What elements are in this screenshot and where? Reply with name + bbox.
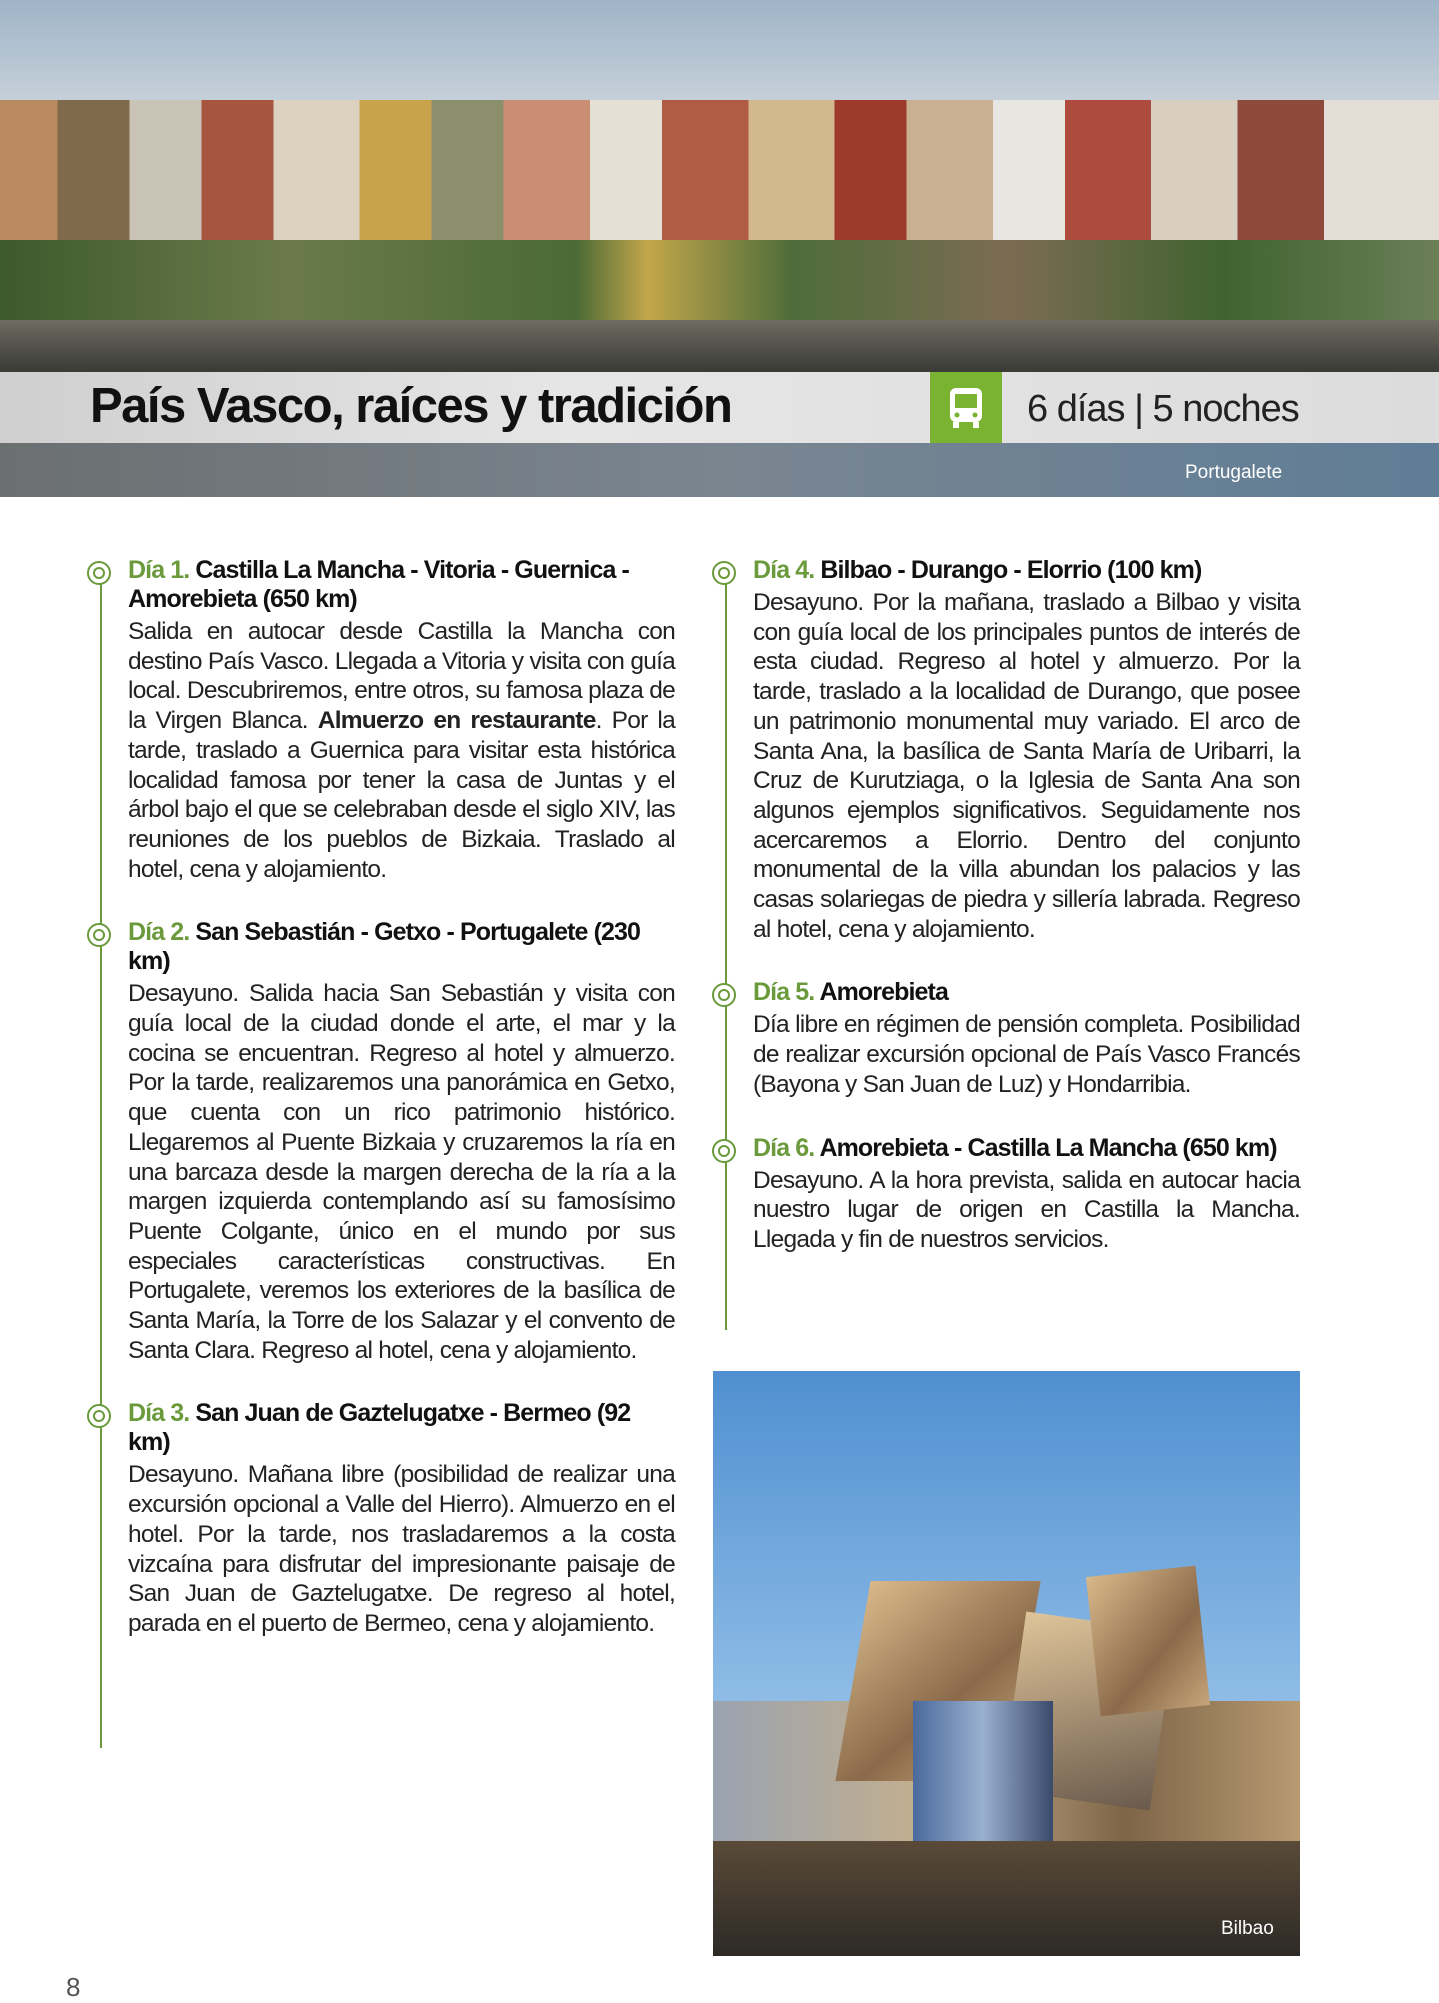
day-description: Desayuno. A la hora prevista, salida en autocar hacia nuestro lugar de origen en Castilla la Mancha. Llegada y fin de nuestros servicios. bbox=[753, 1166, 1300, 1253]
itinerary-right-column bbox=[753, 556, 1300, 1289]
photo-caption: Bilbao bbox=[1221, 1918, 1274, 1939]
day-heading bbox=[753, 556, 1300, 585]
day-text-bold: Almuerzo en restaurante bbox=[317, 707, 596, 735]
day-2 bbox=[128, 918, 675, 1365]
day-title: San Juan de Gaztelugatxe - Bermeo (92 km) bbox=[128, 1399, 631, 1457]
timeline-line bbox=[725, 578, 727, 1330]
day-title: Amorebieta bbox=[819, 978, 948, 1007]
day-title: Bilbao - Durango - Elorrio (100 km) bbox=[820, 556, 1202, 584]
itinerary-left-column bbox=[128, 556, 675, 1673]
day-title: Amorebieta - Castilla La Mancha (650 km) bbox=[819, 1133, 1277, 1162]
banner-photo-quay bbox=[0, 320, 1439, 372]
day-description: Desayuno. Por la mañana, traslado a Bilbao y visita con guía local de los principales puntos de interés de esta ciudad. Regreso al hotel y almuerzo. Por la tarde, traslado a la localidad de Durango, que posee un patrimonio monumental muy variado. El arco de Santa Ana, la basílica de Santa María de Uribarri, la Cruz de Kurutziaga, o la Iglesia de Santa Ana son algunos ejemplos significativos. Seguidamente nos acercaremos a Elorrio. Dentro del conjunto monumental de la villa abundan los palacios y las casas solariegas de piedra y sillería labrada. Regreso al hotel, cena y alojamiento. bbox=[753, 589, 1300, 943]
day-title: San Sebastián - Getxo - Portugalete (230 km) bbox=[128, 918, 641, 976]
day-label: Día 2. bbox=[128, 918, 190, 947]
day-title: Castilla La Mancha - Vitoria - Guernica - Amorebieta (650 km) bbox=[128, 556, 629, 613]
day-5 bbox=[753, 978, 1300, 1099]
day-heading bbox=[753, 1134, 1300, 1163]
day-1 bbox=[128, 556, 675, 884]
day-6 bbox=[753, 1134, 1300, 1255]
bus-icon bbox=[930, 372, 1002, 443]
day-heading bbox=[128, 918, 675, 976]
day-description: Día libre en régimen de pensión completa. Posibilidad de realizar excursión opcional de País Vasco Francés (Bayona y San Juan de Luz) y Hondarribia. bbox=[753, 1011, 1300, 1098]
header-banner bbox=[0, 0, 1439, 497]
day-description bbox=[128, 617, 675, 884]
timeline-line bbox=[100, 578, 102, 1748]
day-heading bbox=[128, 1399, 675, 1457]
day-text: Salida en autocar desde Castilla la Mancha con destino País Vasco. Llegada a Vitoria y visita con guía local. Descubriremos, entre otros, su famosa plaza de la Virgen Blanca. bbox=[128, 618, 675, 735]
timeline-marker-icon bbox=[87, 561, 111, 585]
day-description: Desayuno. Salida hacia San Sebastián y visita con guía local de la ciudad donde el arte, el mar y la cocina se encuentran. Regreso al hotel y almuerzo. Por la tarde, realizaremos una panorámica en Getxo, que cuenta con un rico patrimonio histórico. Llegaremos al Puente Bizkaia y cruzaremos la ría en una barcaza desde la margen derecha de la ría a la margen izquierda contemplando así su famosísimo Puente Colgante, único en el mundo por sus especiales características constructivas. En Portugalete, veremos los exteriores de la basílica de Santa María, la Torre de los Salazar y el convento de Santa Clara. Regreso al hotel, cena y alojamiento. bbox=[128, 980, 675, 1364]
timeline-marker-icon bbox=[712, 561, 736, 585]
day-3 bbox=[128, 1399, 675, 1638]
timeline-marker-icon bbox=[712, 1139, 736, 1163]
day-heading bbox=[128, 556, 675, 614]
day-label: Día 4. bbox=[753, 556, 815, 584]
day-label: Día 1. bbox=[128, 556, 190, 584]
timeline-marker-icon bbox=[87, 1404, 111, 1428]
bilbao-guggenheim-photo bbox=[713, 1371, 1300, 1956]
photo-caption: Portugalete bbox=[1185, 462, 1283, 483]
banner-photo-trees bbox=[0, 240, 1439, 320]
page-number: 8 bbox=[66, 1972, 81, 2002]
day-label: Día 6. bbox=[753, 1133, 815, 1162]
day-heading bbox=[753, 978, 1300, 1007]
page-title: País Vasco, raíces y tradición bbox=[90, 379, 732, 433]
timeline-marker-icon bbox=[712, 983, 736, 1007]
day-text: . Por la tarde, traslado a Guernica para visitar esta histórica localidad famosa por tener la casa de Juntas y el árbol bajo el que se celebraban desde el siglo XIV, las reuniones de los pueblos de Bizkaia. Traslado al hotel, cena y alojamiento. bbox=[128, 707, 675, 883]
day-description: Desayuno. Mañana libre (posibilidad de realizar una excursión opcional a Valle del Hierro). Almuerzo en el hotel. Por la tarde, nos trasladaremos a la costa vizcaína para disfrutar del impresionante paisaje de San Juan de Gaztelugatxe. De regreso al hotel, parada en el puerto de Bermeo, cena y alojamiento. bbox=[128, 1461, 675, 1637]
day-label: Día 3. bbox=[128, 1399, 190, 1428]
day-4 bbox=[753, 556, 1300, 944]
trip-duration: 6 días | 5 noches bbox=[1027, 388, 1299, 430]
day-label: Día 5. bbox=[753, 978, 815, 1007]
timeline-marker-icon bbox=[87, 923, 111, 947]
